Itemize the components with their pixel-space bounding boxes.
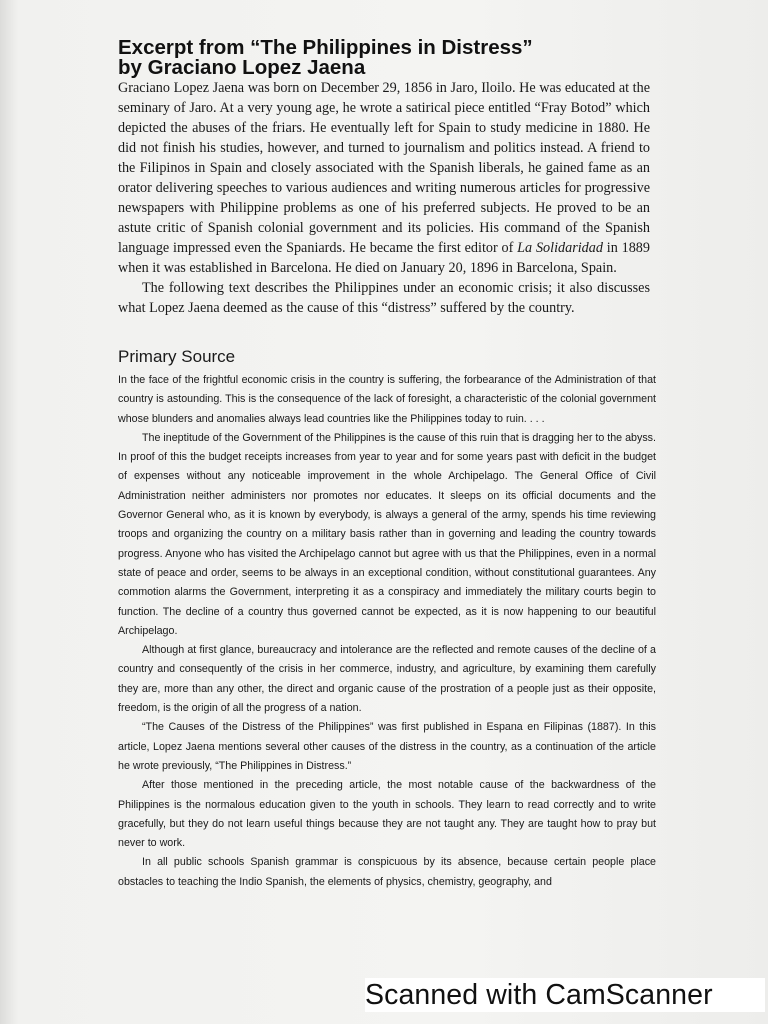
document-title <box>118 38 678 78</box>
source-paragraph: After those mentioned in the preceding article, the most notable cause of the backwardness of the Philippines is the normalous education given to the youth in schools. They learn to read correctly and to write gracefully, but they do not learn useful things because they are not taught any. They are taught how to pray but never to work. <box>118 779 656 850</box>
bio-text-start: Graciano Lopez Jaena was born on December 29, 1856 in Jaro, Iloilo. He was educated at the seminary of Jaro. At a very young age, he wrote a satirical piece entitled “Fray Botod” which depicted the abuses of the friars. He eventually left for Spain to study medicine in 1880. He did not finish his studies, however, and turned to journalism and politics instead. A friend to the Filipinos in Spain and closely associated with the Spanish liberals, he gained fame as an orator delivering speeches to various audiences and writing numerous articles for progressive newspapers with Philippine problems as one of his preferred subjects. He proved to be an astute critic of Spanish colonial government and its policies. His command of the Spanish language impressed even the Spaniards. He became the first editor of <box>118 80 650 256</box>
source-paragraph: Although at first glance, bureaucracy and intolerance are the reflected and remote causes of the decline of a country and consequently of the crisis in her commerce, industry, and agriculture, by examining them carefully they are, more than any other, the direct and organic cause of the prostration of a people just as their opposite, freedom, is the origin of all the progress of a nation. <box>118 644 656 715</box>
title-line-2: by Graciano Lopez Jaena <box>118 56 366 79</box>
author-biography <box>118 78 650 318</box>
primary-source-text <box>118 371 656 892</box>
title-line-1: Excerpt from “The Philippines in Distress” <box>118 36 533 59</box>
bio-paragraph-1 <box>118 78 650 278</box>
camscanner-watermark: Scanned with CamScanner <box>365 978 765 1012</box>
bio-text-end: in 1889 when it was established in Barcelona. He died on January 20, 1896 in Barcelona, Spain. <box>118 240 650 276</box>
source-paragraph: In the face of the frightful economic crisis in the country is suffering, the forbearance of the Administration of that country is astounding. This is the consequence of the lack of foresight, a characteristic of the colonial government whose blunders and anomalies always lead countries like the Philippines today to ruin. . . . <box>118 374 656 425</box>
bio-paragraph-2: The following text describes the Philippines under an economic crisis; it also discusses what Lopez Jaena deemed as the cause of this “distress” suffered by the country. <box>118 280 650 316</box>
primary-source-heading: Primary Source <box>118 347 236 366</box>
source-paragraph: In all public schools Spanish grammar is conspicuous by its absence, because certain people place obstacles to teaching the Indio Spanish, the elements of physics, chemistry, geography, and <box>118 856 656 888</box>
source-paragraph: “The Causes of the Distress of the Philippines” was first published in Espana en Filipinas (1887). In this article, Lopez Jaena mentions several other causes of the distress in the country, as a continuation of the article he wrote previously, “The Philippines in Distress.” <box>118 721 656 772</box>
publication-name: La Solidaridad <box>517 240 603 256</box>
source-paragraph: The ineptitude of the Government of the Philippines is the cause of this ruin that is dragging her to the abyss. In proof of this the budget receipts increases from year to year and for some years past with deficit in the budget of expenses without any noticeable improvement in the whole Archipelago. The General Office of Civil Administration neither administers nor promotes nor educates. It sleeps on its official documents and the Governor General who, as it is known by everybody, is always a general of the army, spends his time reviewing troops and organizing the country on a military basis rather than in governing and leading the country towards progress. Anyone who has visited the Archipelago cannot but agree with us that the Philippines, even in a normal state of peace and order, seems to be always in an exceptional condition, without constitutional guarantees. Any commotion alarms the Government, interpreting it as a conspiracy and immediately the military courts begin to function. The decline of a country thus governed cannot be expected, as it is now happening to our beautiful Archipelago. <box>118 431 656 637</box>
